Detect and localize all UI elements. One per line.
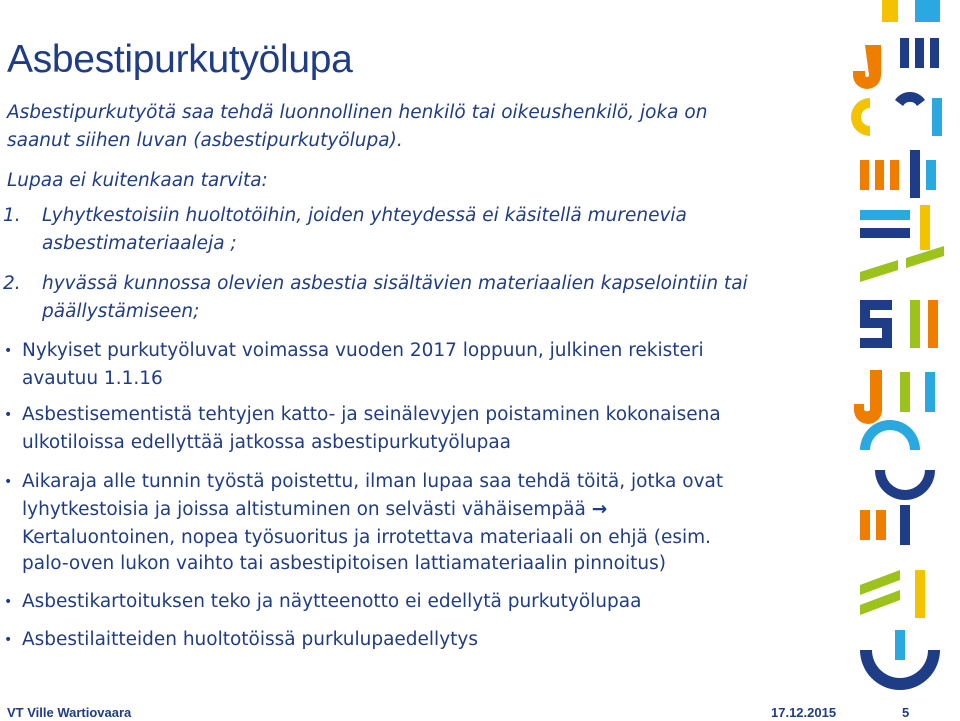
bullet-line: Nykyiset purkutyöluvat voimassa vuoden 2017 loppuun, julkinen rekisteri <box>22 340 704 361</box>
exception-line: päällystämiseen; <box>42 301 200 322</box>
bullet-line: Aikaraja alle tunnin työstä poistettu, ilman lupaa saa tehdä töitä, jotka ovat <box>22 471 724 492</box>
deco-shape <box>900 505 910 545</box>
bullet-icon: • <box>4 343 13 359</box>
deco-shape <box>853 45 881 89</box>
bullet-line: Asbestilaitteiden huoltotöissä purkulupaedellytys <box>22 629 478 650</box>
deco-shape <box>860 570 900 595</box>
deco-shape <box>910 300 920 348</box>
deco-shape <box>860 228 910 238</box>
deco-shape <box>860 160 869 190</box>
deco-shape <box>851 98 870 136</box>
bullet-line: avautuu 1.1.16 <box>22 368 163 389</box>
exception-number: 2. <box>3 273 21 294</box>
slide-title: Asbestipurkutyölupa <box>7 38 353 81</box>
bullet-icon: • <box>4 632 13 648</box>
deco-shape <box>882 0 898 22</box>
deco-shape <box>932 98 942 136</box>
deco-shape <box>900 38 909 68</box>
deco-shape <box>875 470 935 500</box>
deco-shape <box>915 0 940 22</box>
deco-shape <box>928 300 938 348</box>
bullet-icon: • <box>4 474 13 490</box>
deco-shape <box>915 570 925 618</box>
exception-line: hyvässä kunnossa olevien asbestia sisältävien materiaalien kapselointiin tai <box>42 273 748 294</box>
deco-shape <box>895 92 925 106</box>
deco-shape <box>860 260 898 282</box>
footer-page-number: 5 <box>902 705 910 720</box>
arrow-right-icon: → <box>591 499 608 520</box>
intro-line-2: saanut siihen luvan (asbestipurkutyölupa). <box>7 130 403 151</box>
deco-shape <box>854 370 882 424</box>
exception-number: 1. <box>3 205 21 226</box>
bullet-line: ulkotiloissa edellyttää jatkossa asbestipurkutyölupaa <box>22 432 511 453</box>
deco-shape <box>910 150 920 198</box>
deco-shape <box>860 300 892 348</box>
bullet-icon: • <box>4 407 13 423</box>
deco-shape <box>860 210 910 220</box>
intro-line-1: Asbestipurkutyötä saa tehdä luonnollinen henkilö tai oikeushenkilö, joka on <box>7 102 708 123</box>
exception-line: Lyhytkestoisiin huoltotöihin, joiden yhteydessä ei käsitellä murenevia <box>42 205 687 226</box>
exception-heading: Lupaa ei kuitenkaan tarvita: <box>7 170 268 191</box>
deco-shape <box>876 510 886 540</box>
deco-shape <box>915 38 924 68</box>
deco-shape <box>860 590 900 615</box>
deco-shape <box>890 160 899 190</box>
deco-shape <box>900 372 910 412</box>
deco-shape <box>860 420 920 450</box>
decorative-brand-graphic <box>840 0 960 721</box>
deco-shape <box>925 372 935 412</box>
deco-shape <box>920 205 930 250</box>
bullet-line <box>22 497 607 523</box>
deco-shape <box>926 160 936 190</box>
bullet-line: Kertaluontoinen, nopea työsuoritus ja irrotettava materiaali on ehjä (esim. <box>22 527 712 548</box>
bullet-icon: • <box>4 594 13 610</box>
deco-shape <box>930 38 939 68</box>
bullet-line-text: lyhytkestoisia ja joissa altistuminen on selvästi vähäisempää <box>22 499 586 520</box>
deco-shape <box>875 160 884 190</box>
footer-author: VT Ville Wartiovaara <box>7 705 132 720</box>
deco-shape <box>860 510 870 540</box>
bullet-line: Asbestikartoituksen teko ja näytteenotto ei edellytä purkutyölupaa <box>22 591 642 612</box>
bullet-line: Asbestisementistä tehtyjen katto- ja seinälevyjen poistaminen kokonaisena <box>22 404 721 425</box>
bullet-line: palo-oven lukon vaihto tai asbestipitoisen lattiamateriaalin pinnoitus) <box>22 553 666 574</box>
deco-shape <box>895 630 905 660</box>
exception-line: asbestimateriaaleja ; <box>42 233 237 254</box>
footer-date: 17.12.2015 <box>771 705 837 720</box>
